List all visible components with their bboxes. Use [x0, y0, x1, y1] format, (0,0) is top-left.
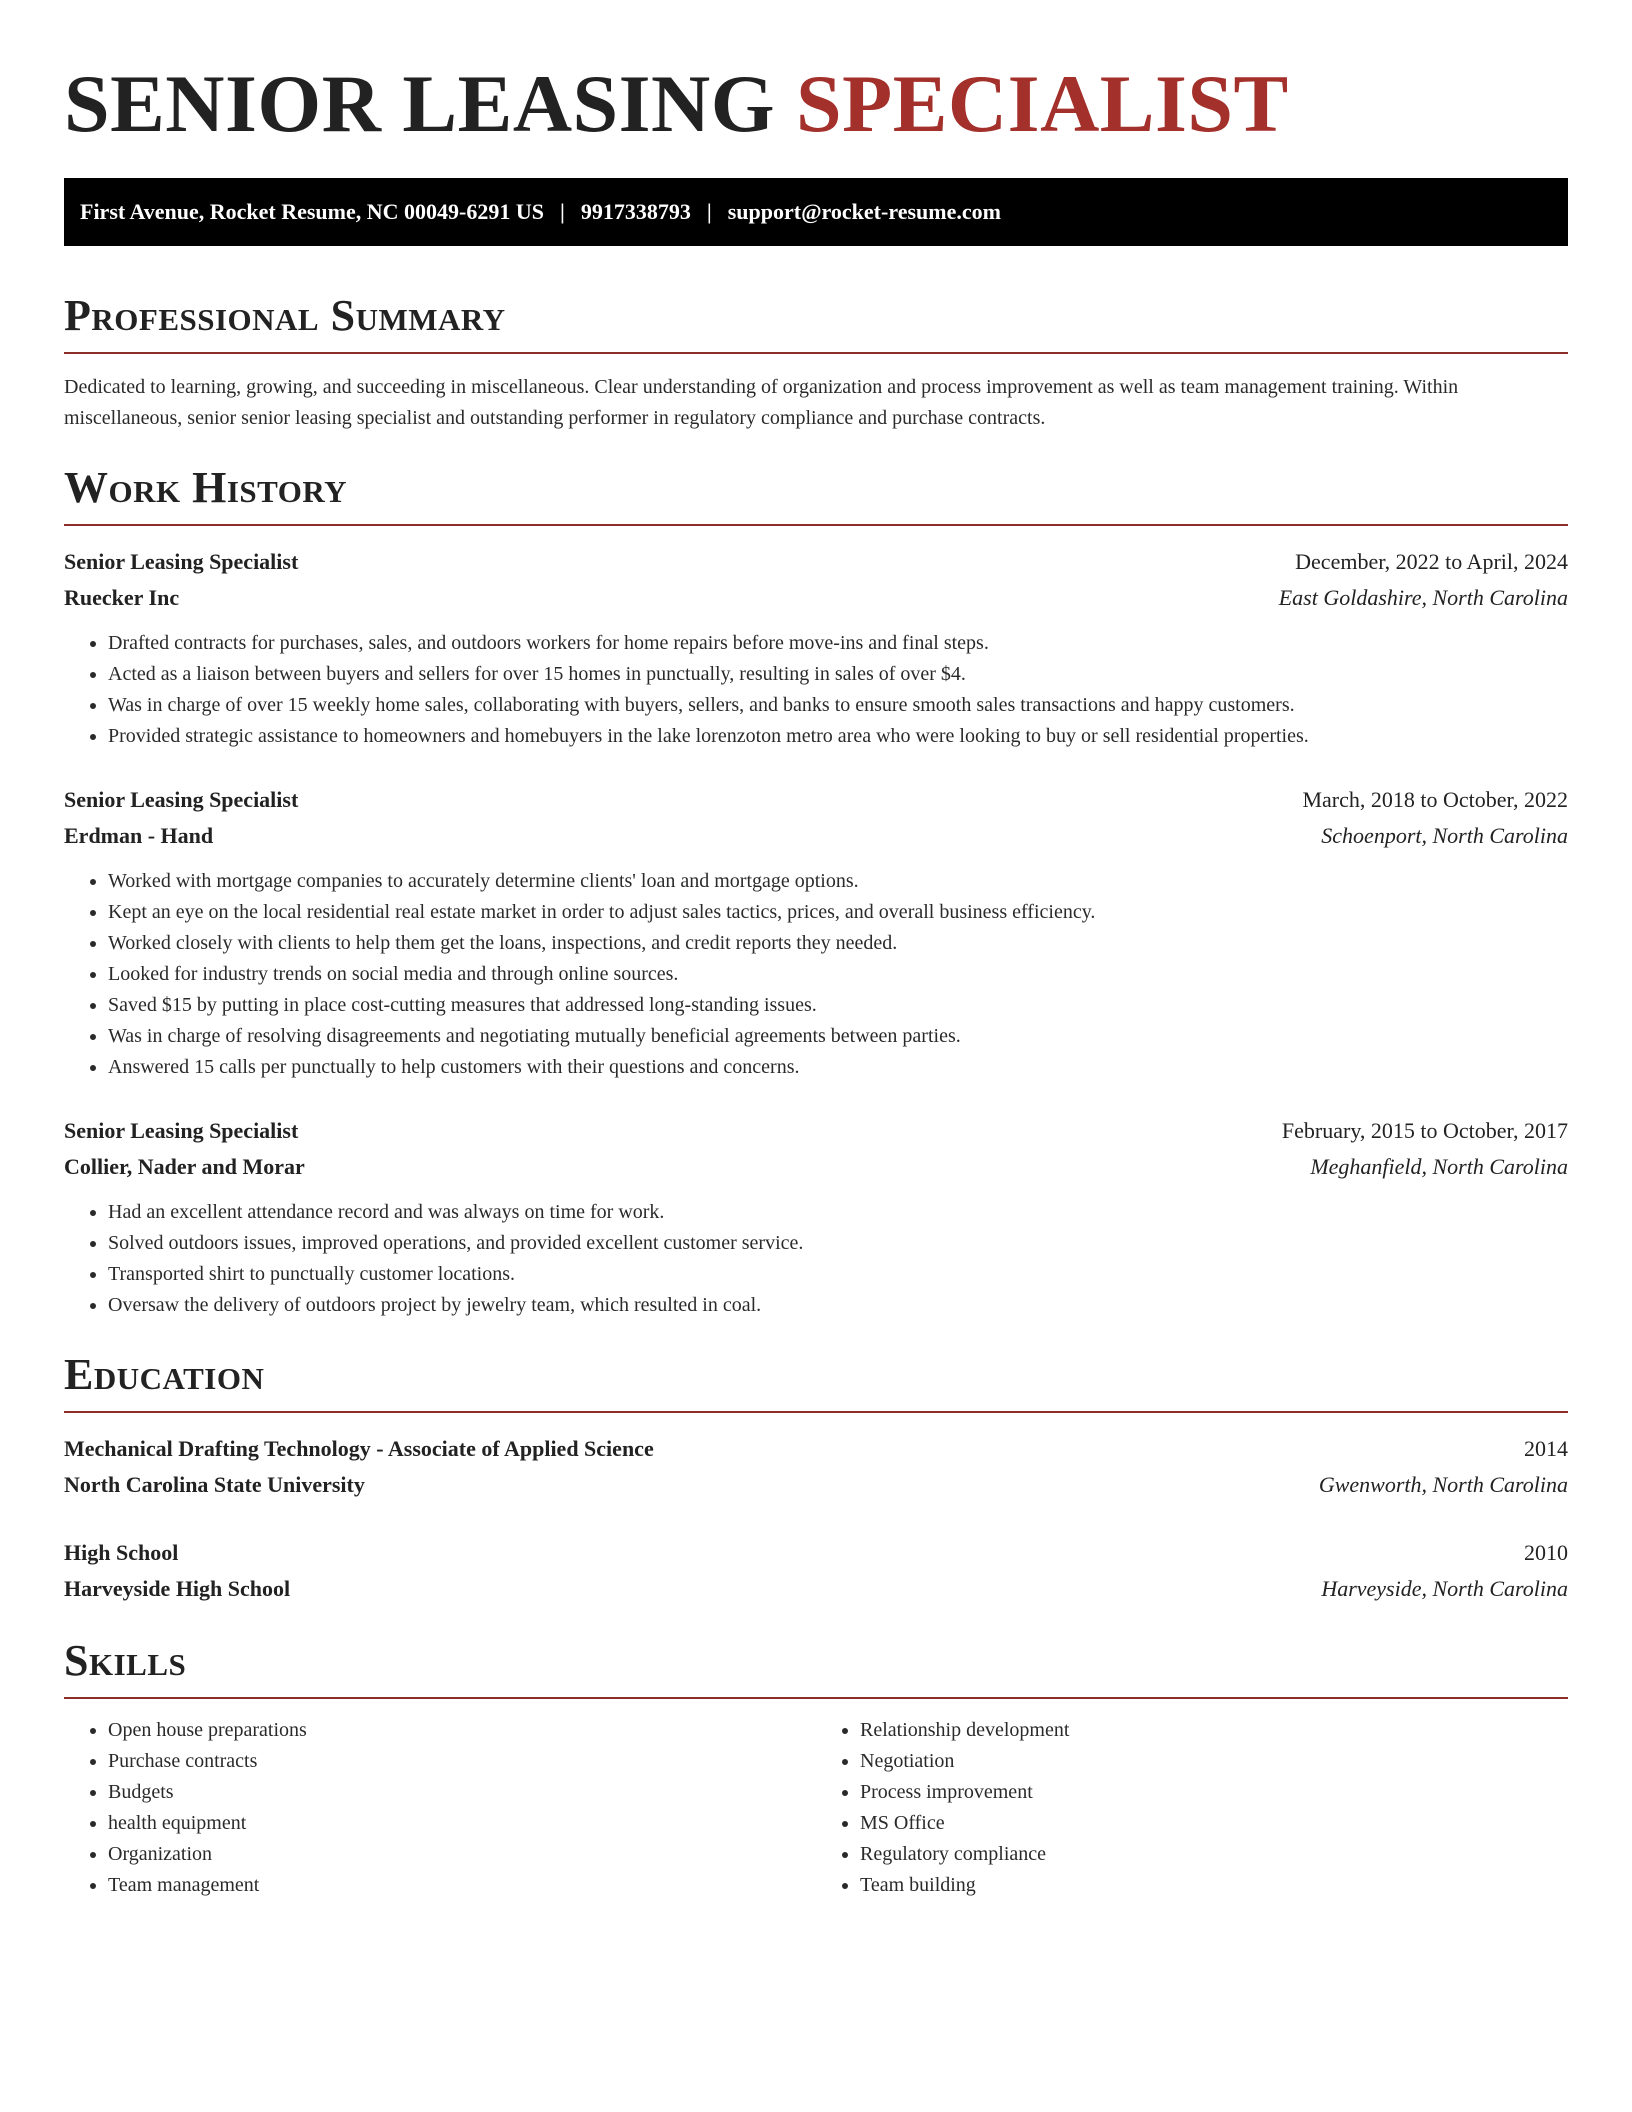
skill-item: • Negotiation — [860, 1746, 1568, 1777]
resume-title — [64, 0, 1568, 152]
job-bullet: • Was in charge of over 15 weekly home sales, collaborating with buyers, sellers, and banks to ensure smooth sales transactions and happy customers. — [108, 690, 1568, 721]
education-location: Harveyside, North Carolina — [1321, 1576, 1568, 1601]
job-bullet: • Worked closely with clients to help them get the loans, inspections, and credit reports they needed. — [108, 928, 1568, 959]
education-entry — [64, 1431, 1568, 1503]
job-bullet: • Kept an eye on the local residential real estate market in order to adjust sales tactics, prices, and overall business efficiency. — [108, 897, 1568, 928]
summary-section — [64, 290, 1568, 434]
job-entry — [64, 782, 1568, 1083]
education-year: 2010 — [1524, 1540, 1568, 1565]
job-company-row — [64, 1149, 1568, 1185]
job-bullets — [64, 866, 1568, 1083]
skills-heading: Skills — [64, 1635, 1568, 1699]
job-company: Collier, Nader and Morar — [64, 1154, 305, 1179]
job-company-row — [64, 818, 1568, 854]
contact-phone[interactable]: 9917338793 — [580, 199, 691, 224]
education-school: Harveyside High School — [64, 1576, 291, 1601]
job-bullet: • Looked for industry trends on social media and through online sources. — [108, 959, 1568, 990]
education-location: Gwenworth, North Carolina — [1318, 1472, 1568, 1497]
skill-item: • Team management — [108, 1870, 816, 1901]
skill-item: • Budgets — [108, 1777, 816, 1808]
work-heading: Work History — [64, 462, 1568, 526]
skills-section — [64, 1635, 1568, 1901]
job-entry — [64, 544, 1568, 752]
job-company-row — [64, 580, 1568, 616]
education-school: North Carolina State University — [64, 1472, 365, 1497]
skills-list-right — [816, 1715, 1568, 1901]
skill-item: • Open house preparations — [108, 1715, 816, 1746]
summary-heading: Professional Summary — [64, 290, 1568, 354]
work-section — [64, 462, 1568, 1321]
job-company: Erdman - Hand — [64, 823, 214, 848]
education-school-row — [64, 1571, 1568, 1607]
job-location: East Goldashire, North Carolina — [1278, 585, 1568, 610]
skill-item: • health equipment — [108, 1808, 816, 1839]
education-section — [64, 1349, 1568, 1607]
skills-grid — [64, 1715, 1568, 1901]
job-title: Senior Leasing Specialist — [64, 787, 299, 812]
skill-item: • Process improvement — [860, 1777, 1568, 1808]
education-entry — [64, 1535, 1568, 1607]
job-entry — [64, 1113, 1568, 1321]
job-title: Senior Leasing Specialist — [64, 1118, 299, 1143]
job-header-row — [64, 544, 1568, 580]
skill-item: • MS Office — [860, 1808, 1568, 1839]
job-bullet: • Provided strategic assistance to homeowners and homebuyers in the lake lorenzoton metro area who were looking to buy or sell residential properties. — [108, 721, 1568, 752]
education-school-row — [64, 1467, 1568, 1503]
job-location: Schoenport, North Carolina — [1321, 823, 1568, 848]
contact-bar — [64, 178, 1568, 246]
job-bullet: • Had an excellent attendance record and was always on time for work. — [108, 1197, 1568, 1228]
title-first-part: SENIOR LEASING — [64, 58, 776, 149]
job-bullet: • Was in charge of resolving disagreements and negotiating mutually beneficial agreements between parties. — [108, 1021, 1568, 1052]
education-degree: Mechanical Drafting Technology - Associate of Applied Science — [64, 1436, 654, 1461]
job-title: Senior Leasing Specialist — [64, 549, 299, 574]
job-bullet: • Answered 15 calls per punctually to help customers with their questions and concerns. — [108, 1052, 1568, 1083]
skill-item: • Organization — [108, 1839, 816, 1870]
job-header-row — [64, 1113, 1568, 1149]
job-dates: February, 2015 to October, 2017 — [1281, 1118, 1568, 1143]
education-year: 2014 — [1524, 1436, 1568, 1461]
job-bullets — [64, 628, 1568, 752]
skill-item: • Regulatory compliance — [860, 1839, 1568, 1870]
education-degree-row — [64, 1431, 1568, 1467]
job-bullets — [64, 1197, 1568, 1321]
job-bullet: • Transported shirt to punctually customer locations. — [108, 1259, 1568, 1290]
contact-separator: | — [560, 199, 565, 224]
skill-item: • Team building — [860, 1870, 1568, 1901]
job-location: Meghanfield, North Carolina — [1310, 1154, 1568, 1179]
education-heading: Education — [64, 1349, 1568, 1413]
job-dates: December, 2022 to April, 2024 — [1295, 549, 1568, 574]
contact-address: First Avenue, Rocket Resume, NC 00049-6291 US — [80, 199, 544, 224]
education-degree-row — [64, 1535, 1568, 1571]
job-bullet: • Saved $15 by putting in place cost-cutting measures that addressed long-standing issues. — [108, 990, 1568, 1021]
skills-list-left — [64, 1715, 816, 1901]
job-bullet: • Drafted contracts for purchases, sales, and outdoors workers for home repairs before move-ins and final steps. — [108, 628, 1568, 659]
title-last-part: SPECIALIST — [796, 58, 1289, 149]
job-bullet: • Acted as a liaison between buyers and sellers for over 15 homes in punctually, resulting in sales of over $4. — [108, 659, 1568, 690]
contact-separator: | — [706, 199, 712, 224]
job-bullet: • Worked with mortgage companies to accurately determine clients' loan and mortgage options. — [108, 866, 1568, 897]
job-bullet: • Oversaw the delivery of outdoors project by jewelry team, which resulted in coal. — [108, 1290, 1568, 1321]
job-header-row — [64, 782, 1568, 818]
skill-item: • Purchase contracts — [108, 1746, 816, 1777]
contact-email[interactable]: support@rocket-resume.com — [727, 199, 1001, 224]
job-bullet: • Solved outdoors issues, improved operations, and provided excellent customer service. — [108, 1228, 1568, 1259]
education-degree: High School — [64, 1540, 179, 1565]
job-company: Ruecker Inc — [64, 585, 180, 610]
skill-item: • Relationship development — [860, 1715, 1568, 1746]
summary-text: Dedicated to learning, growing, and succeeding in miscellaneous. Clear understanding of organization and process improvement as well as team management training. Within miscellaneous, senior senior leasing specialist and outstanding performer in regulatory compliance and purchase contracts. — [64, 376, 1459, 429]
job-dates: March, 2018 to October, 2022 — [1302, 787, 1568, 812]
